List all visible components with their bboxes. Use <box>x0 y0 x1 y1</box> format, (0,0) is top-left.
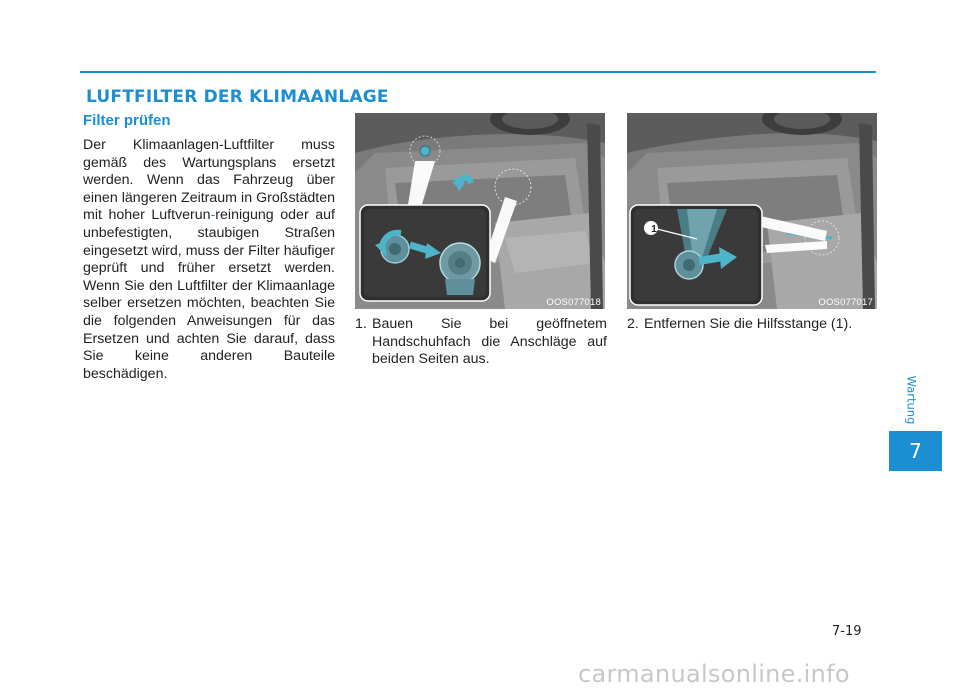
figure-code: OOS077018 <box>546 297 601 308</box>
glovebox-stoppers-illustration <box>355 113 605 309</box>
filter-check-paragraph <box>83 137 335 383</box>
support-rod-illustration <box>627 113 877 309</box>
step-number: 1. <box>355 316 367 332</box>
chapter-tab: 7 <box>889 431 942 471</box>
sub-title-filter-check: Filter prüfen <box>83 112 171 129</box>
step-text: Bauen Sie bei geöffnetem Handschuhfach die Anschläge auf beiden Seiten aus. <box>372 316 607 368</box>
figure-glovebox-stoppers <box>355 113 605 309</box>
top-rule <box>80 71 876 73</box>
step-number: 2. <box>627 316 639 332</box>
chapter-side-label <box>901 370 921 430</box>
paragraph-rest-text: reinigung oder auf unbefestigten, staubigen Straßen eingesetzt wird, muss der Filter häufiger geprüft und früher ersetzt werden. Wenn Sie den Luftfilter der Klimaanlage selber ersetzen möchten, beachten Sie die folgenden Anweisungen für das Ersetzen und achten Sie darauf, dass Sie keine anderen Bauteile beschädigen. <box>83 207 335 382</box>
page-number: 7-19 <box>832 624 862 639</box>
figure-support-rod <box>627 113 877 309</box>
step-text: Entfernen Sie die Hilfsstange (1). <box>644 316 853 332</box>
step-1 <box>355 316 607 369</box>
step-2 <box>627 316 879 334</box>
watermark: carmanualsonline.info <box>578 660 850 688</box>
section-title: LUFTFILTER DER KLIMAANLAGE <box>86 87 389 107</box>
figure-code: OOS077017 <box>818 297 873 308</box>
paragraph-main-text: Der Klimaanlagen-Luftfilter muss gemäß des Wartungsplans ersetzt werden. Wenn das Fahrzeug über einen längeren Zeitraum in Großstädten mit hoher Luftverun <box>83 137 335 224</box>
callout-number-1: 1 <box>651 224 657 235</box>
hyphen-mark: - <box>210 207 216 224</box>
chapter-name: Wartung <box>904 375 919 425</box>
